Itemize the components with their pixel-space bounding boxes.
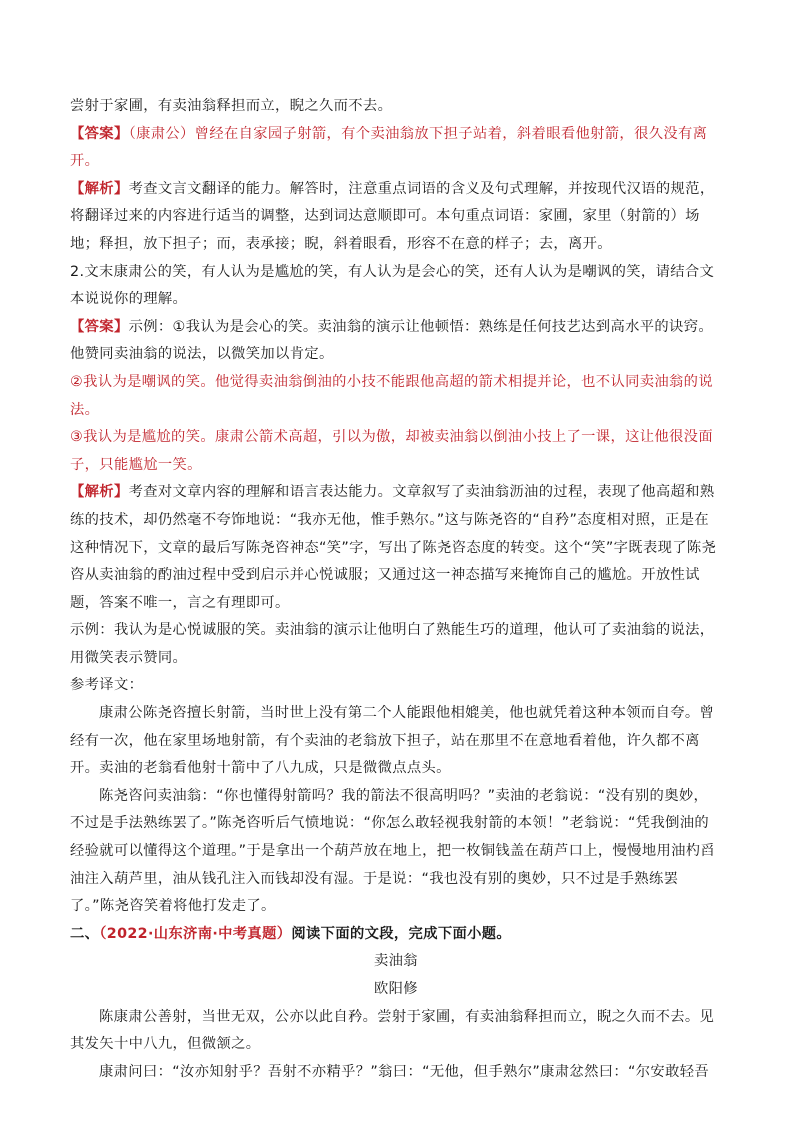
analysis-tag: 【解析】	[70, 180, 129, 197]
section-heading	[70, 921, 722, 949]
answer-text: （康肃公）曾经在自家园子射箭，有个卖油翁放下担子站着，斜着眼看他射箭，很久没有离开。	[70, 125, 708, 170]
analysis-text: 考查文言文翻译的能力。解答时，注意重点词语的含义及句式理解，并按现代汉语的规范，将翻译过来的内容进行适当的调整，达到词达意顺即可。本句重点词语：家圃，家里（射箭的）场地；释担，放下担子；而，表承接；睨，斜着眼看，形容不在意的样子；去，离开。	[70, 180, 715, 252]
analysis-tag: 【解析】	[70, 484, 129, 501]
section-source: （2022·山东济南·中考真题）	[99, 925, 292, 942]
article-paragraph: 康肃问曰：“汝亦知射乎？吾射不亦精乎？”翁曰：“无他，但手熟尔”康肃忿然曰：“尔安敢轻吾	[99, 1063, 710, 1080]
article-paragraph: 陈康肃公善射，当世无双，公亦以此自矜。尝射于家圃，有卖油翁释担而立，睨之久而不去。见其发矢十中八九，但微颔之。	[70, 1008, 715, 1053]
answer-2	[70, 314, 722, 369]
article-author: 欧阳修	[374, 981, 418, 997]
analysis-1	[70, 176, 722, 259]
section-number: 二、	[70, 925, 100, 942]
analysis-text: 考查对文章内容的理解和语言表达能力。文章叙写了卖油翁沥油的过程，表现了他高超和熟练的技术，却仍然毫不夸饰地说：“我亦无他，惟手熟尔。”这与陈尧咨的“自矜”态度相对照，正是在这种情况下，文章的最后写陈尧咨神态“笑”字，写出了陈尧咨态度的转变。这个“笑”字既表现了陈尧咨从卖油翁的酌油过程中受到启示并心悦诚服；又通过这一神态描写来掩饰自己的尴尬。开放性试题，答案不唯一，言之有理即可。	[70, 484, 717, 611]
answer-1	[70, 121, 722, 176]
answer-text: 示例：①我认为是会心的笑。卖油翁的演示让他顿悟：熟练是任何技艺达到高水平的诀窍。他赞同卖油翁的说法，以微笑加以肯定。	[70, 318, 713, 363]
section-instruction: 阅读下面的文段，完成下面小题。	[291, 925, 512, 942]
reference-translation-paragraph: 陈尧咨问卖油翁：“你也懂得射箭吗？我的箭法不很高明吗？”卖油的老翁说：“没有别的奥妙，不过是手法熟练罢了。”陈尧咨听后气愤地说：“你怎么敢轻视我射箭的本领！”老翁说：“凭我倒油的经验就可以懂得这个道理。”于是拿出一个葫芦放在地上，把一枚铜钱盖在葫芦口上，慢慢地用油杓舀油注入葫芦里，油从钱孔注入而钱却没有湿。于是说：“我也没有别的奥妙，只不过是手熟练罢了。”陈尧咨笑着将他打发走了。	[70, 787, 716, 915]
question-2: 2.文末康肃公的笑，有人认为是尴尬的笑，有人认为是会心的笑，还有人认为是嘲讽的笑，请结合文本说说你的理解。	[70, 263, 715, 308]
article-title: 卖油翁	[374, 953, 418, 970]
answer-2-option-3: ③我认为是尴尬的笑。康肃公箭术高超，引以为傲，却被卖油翁以倒油小技上了一课，这让他很没面子，只能尴尬一笑。	[70, 429, 713, 473]
reference-translation-paragraph: 康肃公陈尧咨擅长射箭，当时世上没有第二个人能跟他相媲美，他也就凭着这种本领而自夸。曾经有一次，他在家里场地射箭，有个卖油的老翁放下担子，站在那里不在意地看着他，许久都不离开。卖油的老翁看他射十箭中了八九成，只是微微点点头。	[70, 705, 715, 777]
example-answer: 示例：我认为是心悦诚服的笑。卖油翁的演示让他明白了熟能生巧的道理，他认可了卖油翁的说法，用微笑表示赞同。	[70, 622, 715, 666]
answer-tag: 【答案】	[70, 318, 129, 335]
analysis-2	[70, 479, 722, 617]
answer-tag: 【答案】	[70, 125, 129, 142]
answer-2-option-2: ②我认为是嘲讽的笑。他觉得卖油翁倒油的小技不能跟他高超的箭术相提并论，也不认同卖油翁的说法。	[70, 373, 713, 418]
reference-translation-title: 参考译文：	[70, 677, 144, 694]
document-content	[70, 93, 722, 1086]
question-sentence: 尝射于家圃，有卖油翁释担而立，睨之久而不去。	[70, 98, 393, 114]
